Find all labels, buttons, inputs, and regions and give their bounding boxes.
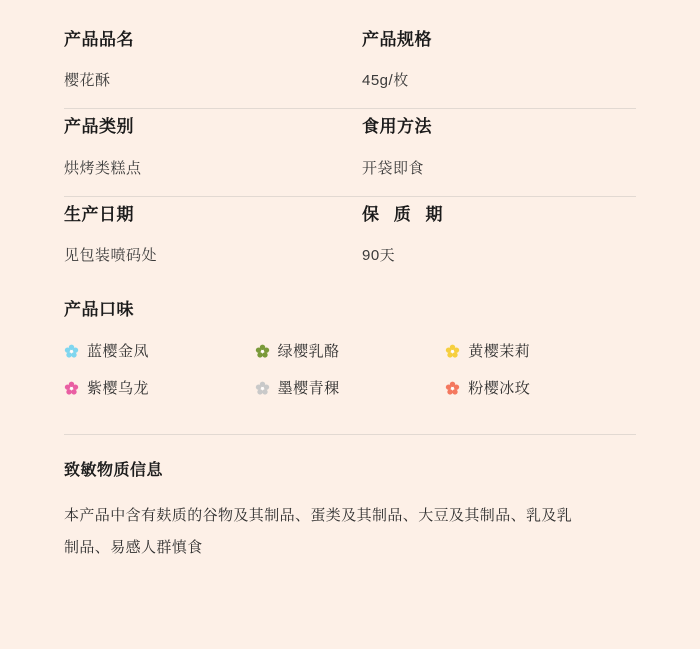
allergen-title: 致敏物质信息 bbox=[64, 462, 164, 480]
blossom-icon bbox=[255, 344, 270, 359]
blossom-icon bbox=[445, 344, 460, 359]
spec-table bbox=[64, 0, 636, 283]
flavor-name: 绿樱乳酪 bbox=[277, 343, 340, 361]
table-row bbox=[64, 197, 636, 283]
spec-label: 保 质 期 bbox=[362, 204, 448, 224]
spec-value: 烘烤类糕点 bbox=[64, 159, 142, 177]
spec-cell-usage bbox=[350, 117, 636, 177]
spec-value: 45g/枚 bbox=[362, 72, 409, 90]
spec-label: 产品品名 bbox=[64, 30, 134, 49]
blossom-icon bbox=[64, 344, 79, 359]
allergen-text: 本产品中含有麸质的谷物及其制品、蛋类及其制品、大豆及其制品、乳及乳制品、易感人群慎食 bbox=[64, 507, 573, 557]
flavor-name: 蓝樱金凤 bbox=[87, 343, 150, 361]
list-item bbox=[255, 344, 446, 359]
flavor-name: 粉樱冰玫 bbox=[468, 380, 531, 398]
flavor-section bbox=[64, 283, 636, 435]
list-item bbox=[445, 381, 636, 396]
spec-label: 食用方法 bbox=[362, 117, 432, 137]
table-row bbox=[64, 109, 636, 196]
spec-cell-size bbox=[350, 30, 636, 90]
blossom-icon bbox=[445, 381, 460, 396]
list-item bbox=[64, 381, 255, 396]
spec-cell-production-date bbox=[64, 205, 350, 265]
list-item bbox=[255, 381, 446, 396]
spec-cell-name bbox=[64, 30, 350, 90]
spec-cell-shelf-life bbox=[350, 205, 636, 265]
spec-cell-category bbox=[64, 117, 350, 177]
blossom-icon bbox=[64, 381, 79, 396]
table-row bbox=[64, 22, 636, 109]
flavor-name: 黄樱茉莉 bbox=[468, 343, 531, 361]
spec-value: 开袋即食 bbox=[362, 159, 425, 177]
flavor-name: 紫樱乌龙 bbox=[87, 380, 150, 398]
spec-label: 产品类别 bbox=[64, 117, 134, 137]
blossom-icon bbox=[255, 381, 270, 396]
allergen-section bbox=[64, 435, 636, 564]
list-item bbox=[445, 344, 636, 359]
flavor-list bbox=[64, 344, 636, 418]
spec-value: 见包装喷码处 bbox=[64, 247, 158, 265]
spec-label: 生产日期 bbox=[64, 204, 134, 224]
flavor-section-title: 产品口味 bbox=[64, 300, 134, 320]
spec-value: 樱花酥 bbox=[64, 72, 111, 90]
spec-label: 产品规格 bbox=[362, 30, 432, 49]
flavor-name: 墨樱青稞 bbox=[277, 380, 340, 398]
spec-value: 90天 bbox=[362, 247, 396, 265]
list-item bbox=[64, 344, 255, 359]
